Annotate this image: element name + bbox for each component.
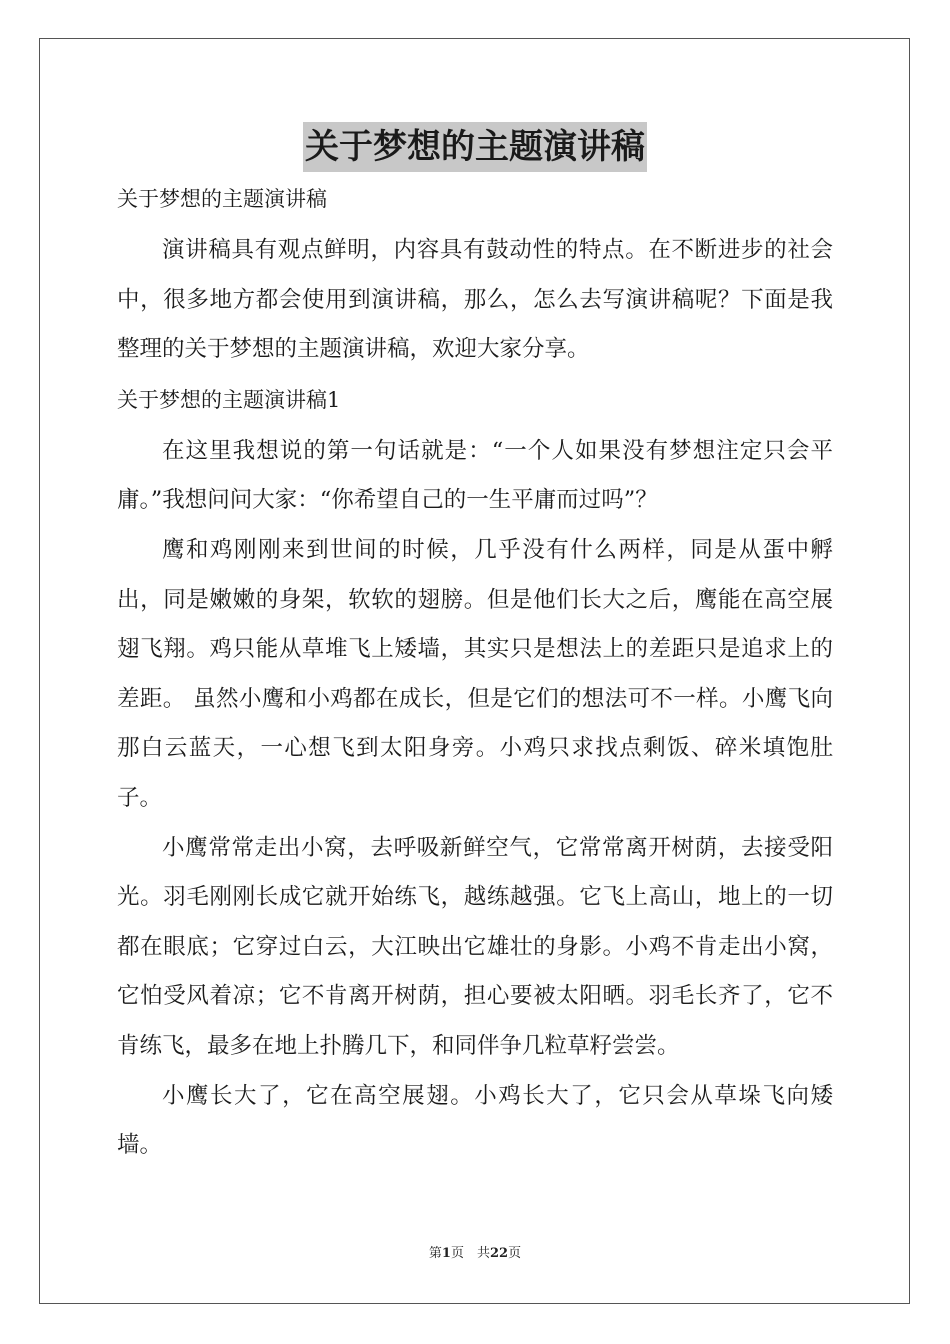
document-subtitle: 关于梦想的主题演讲稿 bbox=[117, 187, 327, 211]
page-footer bbox=[0, 1245, 950, 1263]
page-prefix: 第 bbox=[428, 1246, 442, 1261]
total-suffix: 页 bbox=[508, 1246, 522, 1261]
body-paragraph: 在这里我想说的第一句话就是：“一个人如果没有梦想注定只会平庸。”我想问问大家：“你希望自己的一生平庸而过吗”？ bbox=[117, 437, 833, 514]
section-heading: 关于梦想的主题演讲稿1 bbox=[117, 387, 341, 412]
title-wrapper bbox=[117, 122, 833, 172]
page-suffix: 页 共 bbox=[450, 1246, 490, 1261]
document-body bbox=[117, 122, 833, 1171]
page-number: 1 bbox=[441, 1246, 451, 1261]
body-paragraph: 小鹰长大了，它在高空展翅。小鸡长大了，它只会从草垛飞向矮墙。 bbox=[117, 1082, 833, 1159]
body-paragraph: 鹰和鸡刚刚来到世间的时候，几乎没有什么两样，同是从蛋中孵出，同是嫩嫩的身架，软软的翅膀。但是他们长大之后，鹰能在高空展翅飞翔。鸡只能从草堆飞上矮墙，其实只是想法上的差距只是追求上的差距。 虽然小鹰和小鸡都在成长，但是它们的想法可不一样。小鹰飞向那白云蓝天，一心想飞到太阳身旁。小鸡只求找点剩饭、碎米填饱肚子。 bbox=[117, 536, 833, 811]
document-title: 关于梦想的主题演讲稿 bbox=[303, 122, 647, 172]
intro-paragraph: 演讲稿具有观点鲜明，内容具有鼓动性的特点。在不断进步的社会中，很多地方都会使用到演讲稿，那么，怎么去写演讲稿呢？下面是我整理的关于梦想的主题演讲稿，欢迎大家分享。 bbox=[117, 237, 833, 363]
body-paragraph: 小鹰常常走出小窝，去呼吸新鲜空气，它常常离开树荫，去接受阳光。羽毛刚刚长成它就开始练飞，越练越强。它飞上高山，地上的一切都在眼底；它穿过白云，大江映出它雄壮的身影。小鸡不肯走出小窝，它怕受风着凉；它不肯离开树荫，担心要被太阳晒。羽毛长齐了，它不肯练飞，最多在地上扑腾几下，和同伴争几粒草籽尝尝。 bbox=[117, 834, 833, 1059]
total-pages: 22 bbox=[489, 1246, 509, 1261]
